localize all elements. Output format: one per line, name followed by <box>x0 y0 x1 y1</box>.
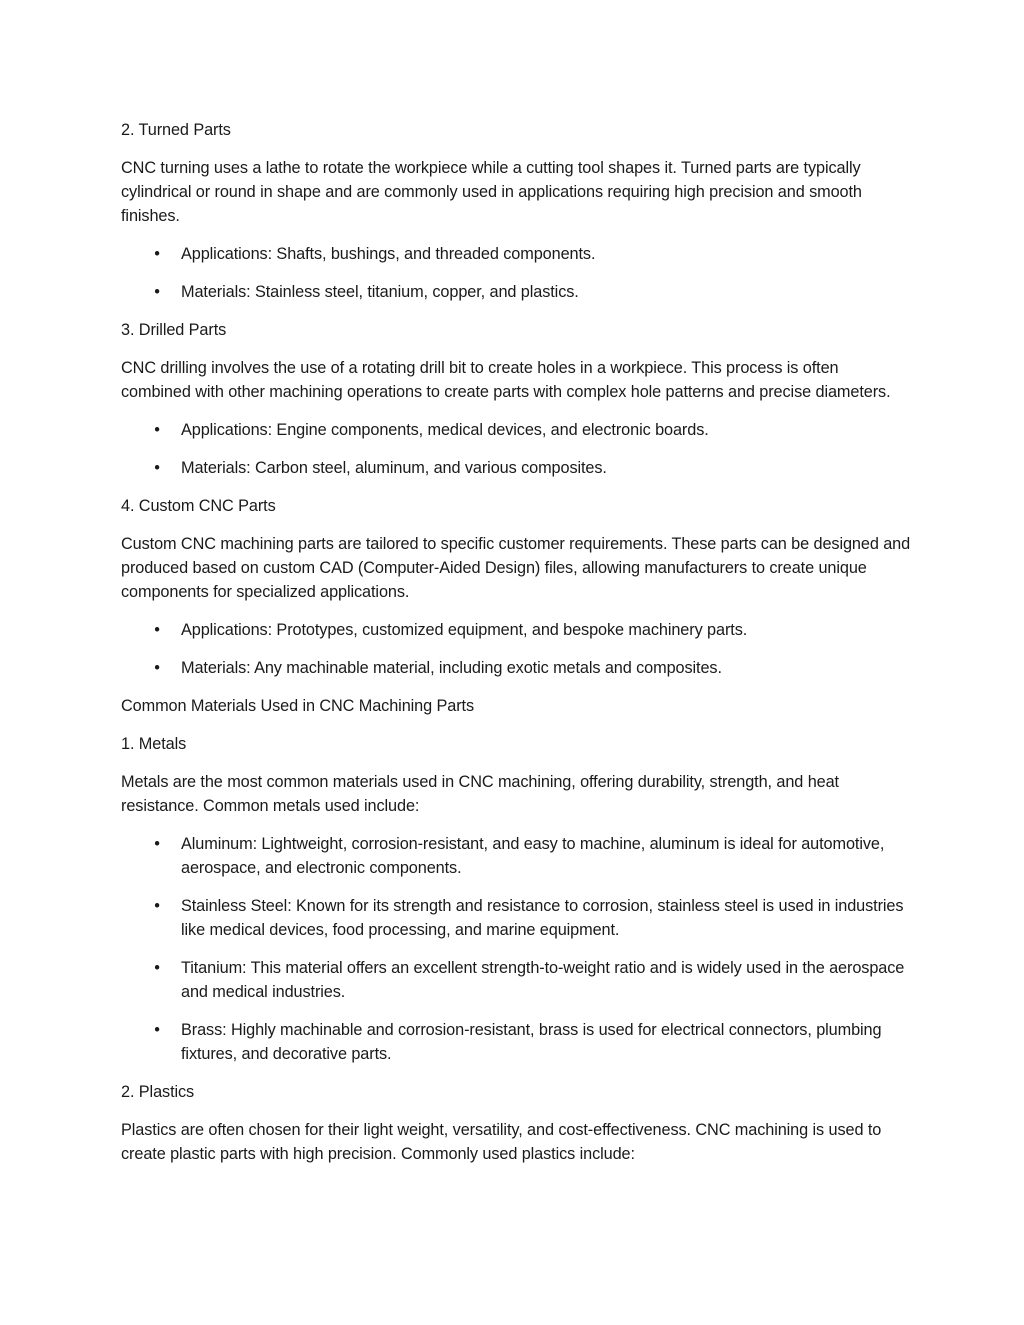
list-item <box>121 656 911 680</box>
bullet-icon: • <box>154 283 160 301</box>
list-item <box>121 456 911 480</box>
document-page <box>121 118 911 1180</box>
list-item <box>121 618 911 642</box>
list-item-text: Applications: Engine components, medical devices, and electronic boards. <box>181 421 709 439</box>
list-item-text: Applications: Shafts, bushings, and threaded components. <box>181 245 596 263</box>
bullet-icon: • <box>154 897 160 915</box>
list-item <box>121 832 911 880</box>
list-item-text: Titanium: This material offers an excellent strength-to-weight ratio and is widely used in the aerospace and medical industries. <box>181 959 905 1001</box>
list-item-text: Materials: Carbon steel, aluminum, and various composites. <box>181 459 607 477</box>
list-item <box>121 1018 911 1066</box>
section-heading-common-materials: Common Materials Used in CNC Machining Parts <box>121 697 475 715</box>
bullet-icon: • <box>154 1021 160 1039</box>
list-item-text: Applications: Prototypes, customized equipment, and bespoke machinery parts. <box>181 621 748 639</box>
bullet-list-drilled-parts <box>121 418 911 480</box>
list-item-text: Materials: Any machinable material, including exotic metals and composites. <box>181 659 722 677</box>
paragraph-turned-parts: CNC turning uses a lathe to rotate the workpiece while a cutting tool shapes it. Turned parts are typically cylindrical or round in shape and are commonly used in applications requiring high precision and smooth finishes. <box>121 159 862 225</box>
bullet-icon: • <box>154 421 160 439</box>
paragraph-metals: Metals are the most common materials used in CNC machining, offering durability, strength, and heat resistance. Common metals used include: <box>121 773 839 815</box>
bullet-icon: • <box>154 659 160 677</box>
paragraph-plastics: Plastics are often chosen for their light weight, versatility, and cost-effectiveness. CNC machining is used to create plastic parts with high precision. Commonly used plastics include: <box>121 1121 882 1163</box>
paragraph-custom-cnc-parts: Custom CNC machining parts are tailored to specific customer requirements. These parts can be designed and produced based on custom CAD (Computer-Aided Design) files, allowing manufacturers to create unique components for specialized applications. <box>121 535 911 601</box>
list-item-text: Materials: Stainless steel, titanium, copper, and plastics. <box>181 283 579 301</box>
list-item <box>121 418 911 442</box>
bullet-list-turned-parts <box>121 242 911 304</box>
list-item <box>121 242 911 266</box>
section-heading-custom-cnc-parts: 4. Custom CNC Parts <box>121 497 276 515</box>
paragraph-drilled-parts: CNC drilling involves the use of a rotating drill bit to create holes in a workpiece. This process is often combined with other machining operations to create parts with complex hole patterns and precise diameters. <box>121 359 891 401</box>
list-item-text: Brass: Highly machinable and corrosion-resistant, brass is used for electrical connectors, plumbing fixtures, and decorative parts. <box>181 1021 882 1063</box>
section-heading-drilled-parts: 3. Drilled Parts <box>121 321 227 339</box>
list-item-text: Stainless Steel: Known for its strength and resistance to corrosion, stainless steel is used in industries like medical devices, food processing, and marine equipment. <box>181 897 904 939</box>
list-item-text: Aluminum: Lightweight, corrosion-resistant, and easy to machine, aluminum is ideal for automotive, aerospace, and electronic components. <box>181 835 885 877</box>
list-item <box>121 894 911 942</box>
bullet-list-metals <box>121 832 911 1066</box>
bullet-icon: • <box>154 459 160 477</box>
section-heading-plastics: 2. Plastics <box>121 1083 195 1101</box>
bullet-icon: • <box>154 621 160 639</box>
bullet-icon: • <box>154 245 160 263</box>
bullet-list-custom-cnc-parts <box>121 618 911 680</box>
section-heading-metals: 1. Metals <box>121 735 187 753</box>
section-heading-turned-parts: 2. Turned Parts <box>121 121 231 139</box>
bullet-icon: • <box>154 959 160 977</box>
bullet-icon: • <box>154 835 160 853</box>
list-item <box>121 280 911 304</box>
list-item <box>121 956 911 1004</box>
